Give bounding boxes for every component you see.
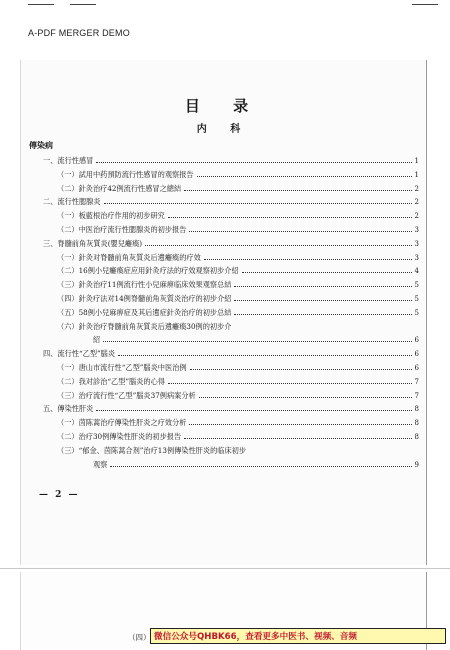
toc-entry-number: 五、 [43,404,58,414]
toc-entry-page: 6 [414,336,419,345]
toc-entry-page: 7 [414,377,419,386]
toc-entry-title: 針灸治疗11例流行性小兒麻痹临床效果观察总結 [78,280,232,290]
toc-entry [57,432,419,442]
toc-entry [57,211,419,221]
toc-entry-number: （二） [57,183,79,193]
leader-dots [104,203,412,204]
toc-entry-title: “郁金、茵陈蒿合剂”治疗13例傳染性肝炎的临床初步 [78,445,247,455]
toc-entry [57,322,419,331]
toc-entry [57,184,419,194]
leader-dots [234,286,411,287]
toc-entry [57,446,419,455]
toc-entry-number: （一） [57,252,79,262]
toc-entry-page: 2 [414,212,419,221]
toc-entry-page: 7 [414,391,419,400]
toc-entry-title: 板藍根治疗作用的初步研究 [78,211,165,221]
leader-dots [189,231,411,232]
toc-entry-number: 四、 [43,349,58,359]
toc-entry-number: （三） [57,280,79,290]
page-separator [0,568,450,569]
toc-entry-title: 茵陈蒿治疗傳染性肝炎之疗效分析 [78,418,187,428]
section-heading: 傳染病 [29,140,53,150]
leader-dots [184,438,411,439]
toc-entry-page: 5 [414,308,419,317]
toc-entry-page: 1 [414,157,419,165]
toolbar-line [70,4,96,5]
toc-entry-number: （三） [57,445,79,455]
leader-dots [184,190,411,191]
toc-entry-title: 我对診治“乙型”腦炎的心得 [78,376,165,386]
toc-entry-number: （二） [57,432,79,441]
toc-entry [57,294,419,304]
toc-entry [57,308,419,318]
toc-entry-title: 針灸疗法对14例脊髓前角灰質炎治疗的初步介紹 [78,294,232,303]
toc-entry-title: 16例小兒癱瘓症应用針灸疗法的疗效观察初步介紹 [78,266,239,276]
toc-entry-title: 針灸治疗42例流行性感冒之總結 [78,183,182,193]
toc-entry-page: 5 [414,295,419,303]
leader-dots [168,383,412,384]
toc-entry-title: 脊髓前角灰質炎(嬰兒癱瘓) [57,238,143,248]
leader-dots [234,300,411,301]
leader-dots [96,410,411,411]
leader-dots [197,176,412,177]
toc-entry-number: （一） [57,363,79,372]
toc-entry [43,197,419,207]
leader-dots [242,272,412,273]
toc-entry-title: 观察 [93,459,108,469]
toc-entry-page: 1 [414,170,419,179]
toc-entry-number: （二） [57,266,79,276]
toolbar-line [412,4,438,5]
toc-entry-page: 8 [414,419,419,428]
toc-entry-number: （三） [57,390,79,400]
leader-dots [103,341,411,342]
toc-entry [43,156,419,166]
toc-entry [57,266,419,276]
toc-entry-title: 針灸治疗脊髓前角灰質炎后遺癱瘓30例的初步介 [78,321,232,331]
leader-dots [199,397,412,398]
toc-entry [57,253,419,263]
toc-entry [57,225,419,235]
toc-entry [57,377,419,387]
toc-entry-title: 針灸对脊髓前角灰質炎后遺癱瘓的疗效 [78,252,201,262]
leader-dots [234,314,411,315]
toc-entry-page: 5 [414,281,419,290]
toc-entry-number: （一） [57,211,79,221]
toc-entry [93,335,419,345]
toc-entry-title: 試用中药預防流行性感冒的观察报告 [78,169,194,179]
toc-entry-number: （二） [57,225,79,234]
leader-dots [96,162,411,163]
toc-entry-number: 一、 [43,156,58,165]
toc-entry-number: 三、 [43,238,58,248]
toc-entry-number: 二、 [43,197,58,207]
toc-entry-number: （五） [57,307,79,317]
toc-entry-title: 58例小兒麻痹症及其后遺症針灸治疗的初步总結 [78,307,232,317]
toc-entry-title: 流行性腮腺炎 [57,197,101,207]
toc-entry [93,460,419,470]
toc-entry [57,418,419,428]
document-page [20,60,427,565]
toc-entry-page: 9 [414,460,419,469]
toc-entry-page: 4 [414,267,419,276]
toc-entry [57,170,419,180]
toc-entry-title: 流行性“乙型”腦炎 [57,349,116,359]
toc-entry-page: 3 [414,253,419,262]
leader-dots [189,424,411,425]
toc-entry-title: 治疗30例傳染性肝炎的初步报告 [78,432,182,441]
toc-entry-page: 8 [414,405,419,414]
leader-dots [204,259,412,260]
toc-entry-page: 2 [414,184,419,193]
toc-entry-title: 唐山市流行性“乙型”腦炎中医治例 [78,363,187,372]
toc-entry [43,404,419,414]
toc-entry-title: 傳染性肝炎 [57,404,94,414]
page-number: — 2 — [39,490,80,500]
toc-entry [57,363,419,373]
toc-subtitle: 内 科 [196,124,251,135]
leader-dots [118,355,411,356]
toc-entry-page: 6 [414,350,419,359]
toc-entry-number: （六） [57,321,79,331]
toc-entry-title: 紹 [93,335,101,345]
toc-entry [57,391,419,401]
toc-entry-number: （四） [57,294,79,303]
viewer-top-bar [0,0,450,12]
toc-entry-page: 3 [414,239,419,248]
leader-dots [145,245,411,246]
toc-entry-number: （一） [57,169,79,179]
toc-entry-page: 2 [414,198,419,207]
toc-entry-title: 中医治疗流行性腮腺炎的初步报告 [78,225,187,234]
toc-entry [43,349,419,359]
toc-entry-title: 流行性感冒 [57,156,94,165]
toc-entry-number: （一） [57,418,79,428]
toc-entry-page: 3 [414,226,419,234]
demo-watermark: A-PDF MERGER DEMO [28,28,130,38]
toc-entry-title: 治疗流行性“乙型”腦炎37例病案分析 [78,390,196,400]
toc-entry-number: （二） [57,376,79,386]
toc-entry [57,280,419,290]
toc-entry-page: 8 [414,433,419,441]
toolbar-line [28,4,54,5]
leader-dots [168,217,412,218]
promo-banner: 微信公众号QHBK66，查看更多中医书、视频、音频 [150,628,446,644]
toc-entry-page: 6 [414,364,419,372]
leader-dots [110,466,411,467]
toc-title: 目 录 [184,97,263,115]
leader-dots [190,369,412,370]
next-page-label: （四） [128,633,151,642]
toc-entry [43,239,419,249]
